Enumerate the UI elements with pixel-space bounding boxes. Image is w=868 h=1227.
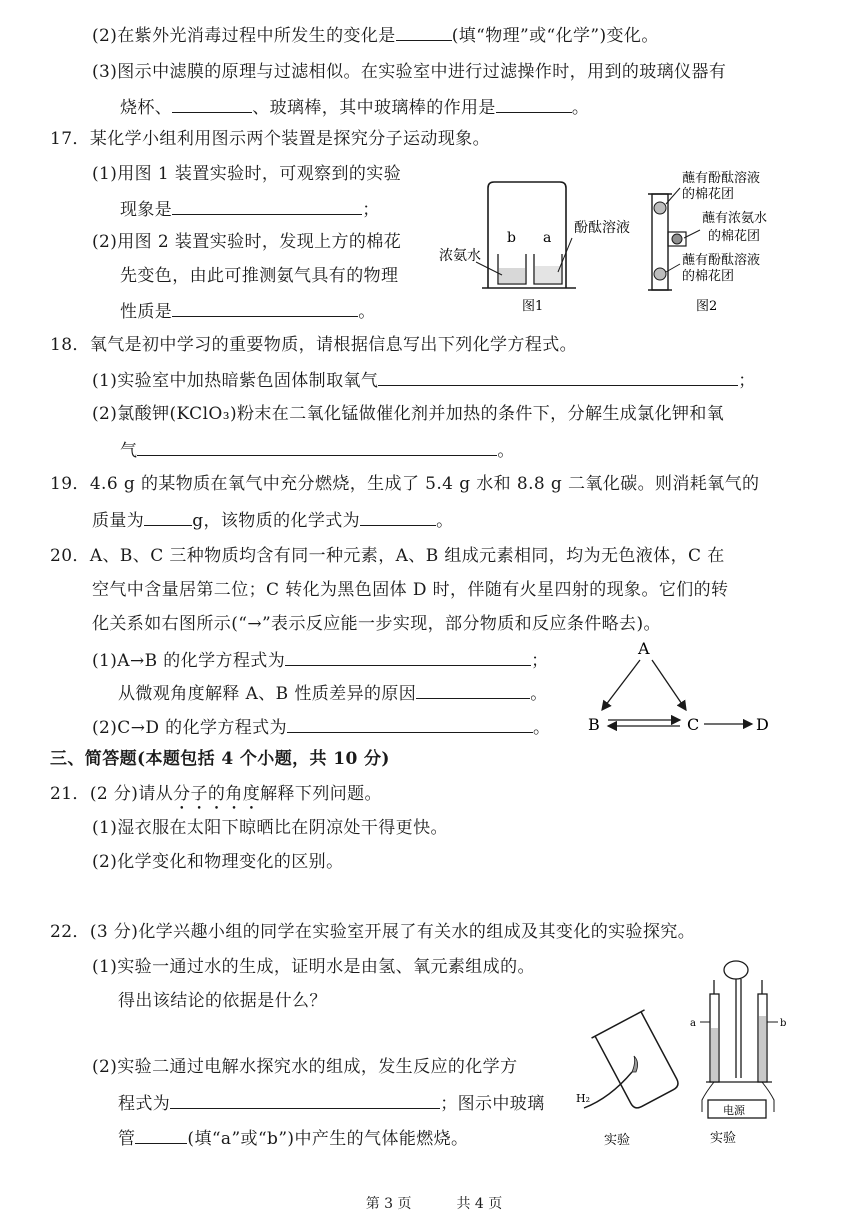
q16-part3-line1: (3)图示中滤膜的原理与过滤相似。在实验室中进行过滤操作时，用到的玻璃仪器有 — [92, 62, 727, 82]
label-top-cotton-line1: 蘸有酚酞溶液 — [682, 171, 761, 186]
answer-blank[interactable] — [135, 1125, 187, 1144]
q22-part2-line3: 管 (填“a”或“b”)中产生的气体能燃烧。 — [118, 1125, 468, 1151]
label-beaker-a: a — [543, 230, 552, 246]
figure-1-caption: 图1 — [522, 299, 544, 314]
q19-line2: 质量为 g，该物质的化学式为 。 — [92, 507, 454, 533]
node-D: D — [756, 715, 769, 734]
q17-part2-line3: 性质是 。 — [120, 298, 376, 324]
q20-line2: 空气中含量居第二位；C 转化为黑色固体 D 时，伴随有火星四射的现象。它们的转 — [92, 580, 729, 600]
figure-2-caption: 图2 — [696, 299, 718, 314]
experiment-1-caption: 实验 — [604, 1133, 631, 1148]
q20-conversion-diagram — [580, 636, 780, 740]
q20-part2: (2)C→D 的化学方程式为 。 — [92, 714, 550, 740]
q21-title: 21．(2 分)请从分子的角度解释下列问题。 — [50, 784, 382, 804]
label-bot-cotton-line2: 的棉花团 — [682, 269, 735, 284]
q17-part1-line1: (1)用图 1 装置实验时，可观察到的实验 — [92, 164, 402, 184]
answer-blank[interactable] — [360, 507, 436, 526]
node-B: B — [588, 715, 600, 734]
q22-title: 22．(3 分)化学兴趣小组的同学在实验室开展了有关水的组成及其变化的实验探究。 — [50, 922, 696, 942]
answer-blank[interactable] — [172, 298, 358, 317]
node-C: C — [687, 715, 700, 734]
label-tube-a: a — [690, 1018, 696, 1029]
answer-blank[interactable] — [170, 1090, 440, 1109]
q20-part1b: 从微观角度解释 A、B 性质差异的原因 。 — [118, 680, 548, 706]
label-top-cotton-line2: 的棉花团 — [682, 187, 735, 202]
q16-part3-line2: 烧杯、 、玻璃棒，其中玻璃棒的作用是 。 — [120, 94, 589, 120]
section-3-title: 三、简答题(本题包括 4 个小题，共 10 分) — [50, 749, 390, 769]
answer-blank[interactable] — [416, 680, 530, 699]
q21-part1: (1)湿衣服在太阳下晾晒比在阴凉处干得更快。 — [92, 818, 448, 838]
q17-title: 17．某化学小组利用图示两个装置是探究分子运动现象。 — [50, 129, 491, 149]
answer-blank[interactable] — [172, 94, 252, 113]
q19-line1: 19．4.6 g 的某物质在氧气中充分燃烧，生成了 5.4 g 水和 8.8 g 二氧化碳。则消耗氧气的 — [50, 474, 760, 494]
label-tube-b: b — [780, 1018, 787, 1029]
q17-part2-line2: 先变色，由此可推测氨气具有的物理 — [120, 266, 399, 286]
q21-part2: (2)化学变化和物理变化的区别。 — [92, 852, 344, 872]
answer-blank[interactable] — [496, 94, 572, 113]
answer-blank[interactable] — [137, 437, 497, 456]
experiment-1-figure — [570, 1000, 680, 1150]
q22-part2-line2: 程式为 ；图示中玻璃 — [118, 1090, 545, 1116]
q18-title: 18．氧气是初中学习的重要物质，请根据信息写出下列化学方程式。 — [50, 335, 578, 355]
q22-part1-line2: 得出该结论的依据是什么？ — [118, 991, 327, 1011]
answer-blank[interactable] — [172, 196, 362, 215]
experiment-2-figure — [680, 950, 790, 1150]
label-power-source: 电源 — [723, 1104, 745, 1117]
q22-part2-line1: (2)实验二通过电解水探究水的组成，发生反应的化学方 — [92, 1057, 518, 1077]
q22-part1-line1: (1)实验一通过水的生成，证明水是由氢、氧元素组成的。 — [92, 957, 535, 977]
experiment-2-caption: 实验 — [710, 1131, 737, 1146]
q18-part1: (1)实验室中加热暗紫色固体制取氧气 ； — [92, 367, 756, 393]
answer-blank[interactable] — [287, 714, 533, 733]
label-h2: H₂ — [576, 1092, 591, 1105]
label-bot-cotton-line1: 蘸有酚酞溶液 — [682, 253, 761, 268]
q20-part1: (1)A→B 的化学方程式为 ； — [92, 647, 549, 673]
label-ammonia: 浓氨水 — [439, 248, 481, 264]
q17-part1-line2: 现象是 ； — [120, 196, 380, 222]
q20-line3: 化关系如右图所示(“→”表示反应能一步实现，部分物质和反应条件略去)。 — [92, 614, 661, 634]
node-A: A — [638, 639, 650, 658]
q18-part2-line2: 气 。 — [120, 437, 515, 463]
q16-part2: (2)在紫外光消毒过程中所发生的变化是 (填“物理”或“化学”)变化。 — [92, 22, 659, 48]
label-mid-cotton-line2: 的棉花团 — [708, 229, 761, 244]
page-footer — [0, 1193, 868, 1213]
figure-2-apparatus — [642, 168, 812, 316]
answer-blank[interactable] — [285, 647, 531, 666]
page-number: 第 3 页 — [365, 1196, 412, 1212]
page-total: 共 4 页 — [456, 1196, 503, 1212]
label-phenolphthalein: 酚酞溶液 — [574, 220, 630, 236]
label-mid-cotton-line1: 蘸有浓氨水 — [702, 211, 768, 226]
label-beaker-b: b — [507, 230, 516, 246]
q20-line1: 20．A、B、C 三种物质均含有同一种元素，A、B 组成元素相同，均为无色液体，C 在 — [50, 546, 725, 566]
q17-part2-line1: (2)用图 2 装置实验时，发现上方的棉花 — [92, 232, 402, 252]
answer-blank[interactable] — [378, 367, 738, 386]
answer-blank[interactable] — [144, 507, 192, 526]
figure-1-apparatus — [436, 176, 636, 316]
answer-blank[interactable] — [396, 22, 452, 41]
q18-part2-line1: (2)氯酸钾(KClO₃)粉末在二氧化锰做催化剂并加热的条件下，分解生成氯化钾和氧 — [92, 404, 725, 424]
